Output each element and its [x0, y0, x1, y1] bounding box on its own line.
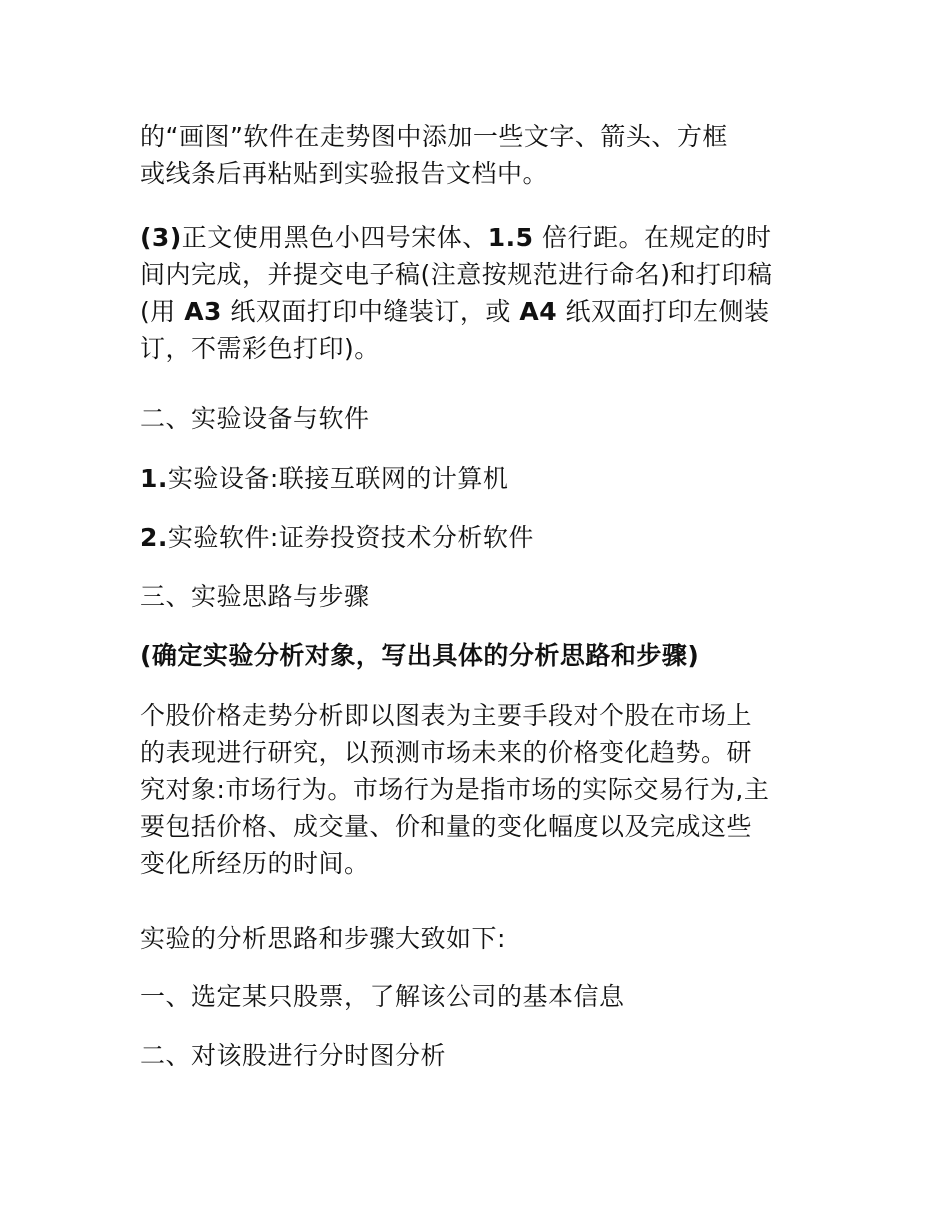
text-line: 一、选定某只股票，了解该公司的基本信息	[140, 982, 625, 1011]
step-one	[140, 978, 820, 1015]
text-line: 要包括价格、成交量、价和量的变化幅度以及完成这些	[140, 812, 753, 841]
item-number: 2.	[140, 523, 168, 552]
text-line	[140, 219, 820, 256]
emphasis-text: 1.5	[487, 223, 534, 252]
item-number: (3)	[140, 223, 182, 252]
text-run: 实验设备:联接互联网的计算机	[167, 464, 509, 493]
text-line: 二、对该股进行分时图分析	[140, 1041, 447, 1070]
emphasis-text: A4	[519, 297, 558, 326]
item-number: 1.	[140, 464, 168, 493]
text-run: 纸双面打印左侧装	[557, 297, 770, 326]
section-heading-steps	[140, 578, 820, 615]
text-run: 纸双面打印中缝装订，或	[221, 297, 520, 326]
text-line: 变化所经历的时间。	[140, 849, 370, 878]
heading-text: 二、实验设备与软件	[140, 404, 370, 433]
text-line: 实验的分析思路和步骤大致如下:	[140, 924, 506, 953]
list-item-software	[140, 519, 820, 556]
text-run: (用	[140, 297, 185, 326]
heading-text: 三、实验思路与步骤	[140, 582, 370, 611]
text-line: 或线条后再粘贴到实验报告文档中。	[140, 159, 549, 188]
paragraph-drawing-instructions	[140, 118, 820, 192]
text-line: 的“画图”软件在走势图中添加一些文字、箭头、方框	[140, 122, 728, 151]
paragraph-analysis-description	[140, 697, 820, 882]
text-line: 间内完成，并提交电子稿(注意按规范进行命名)和打印稿	[140, 260, 773, 289]
step-two	[140, 1037, 820, 1074]
emphasis-text: A3	[184, 297, 222, 326]
text-line	[140, 460, 820, 497]
note-text	[140, 637, 820, 674]
note-line: (确定实验分析对象，写出具体的分析思路和步骤)	[140, 641, 700, 670]
text-line: 个股价格走势分析即以图表为主要手段对个股在市场上	[140, 701, 753, 730]
paragraph-format-requirements	[140, 219, 820, 367]
text-line: 的表现进行研究，以预测市场未来的价格变化趋势。研	[140, 738, 753, 767]
text-line: 订，不需彩色打印)。	[140, 334, 380, 363]
text-line	[140, 519, 820, 556]
text-run: 倍行距。在规定的时	[533, 223, 772, 252]
section-heading-equipment	[140, 400, 820, 437]
text-line: 究对象:市场行为。市场行为是指市场的实际交易行为,主	[140, 775, 770, 804]
text-run: 实验软件:证券投资技术分析软件	[167, 523, 534, 552]
text-run: 正文使用黑色小四号宋体、	[181, 223, 488, 252]
list-item-equipment	[140, 460, 820, 497]
paragraph-steps-intro	[140, 920, 820, 957]
text-line	[140, 293, 820, 330]
